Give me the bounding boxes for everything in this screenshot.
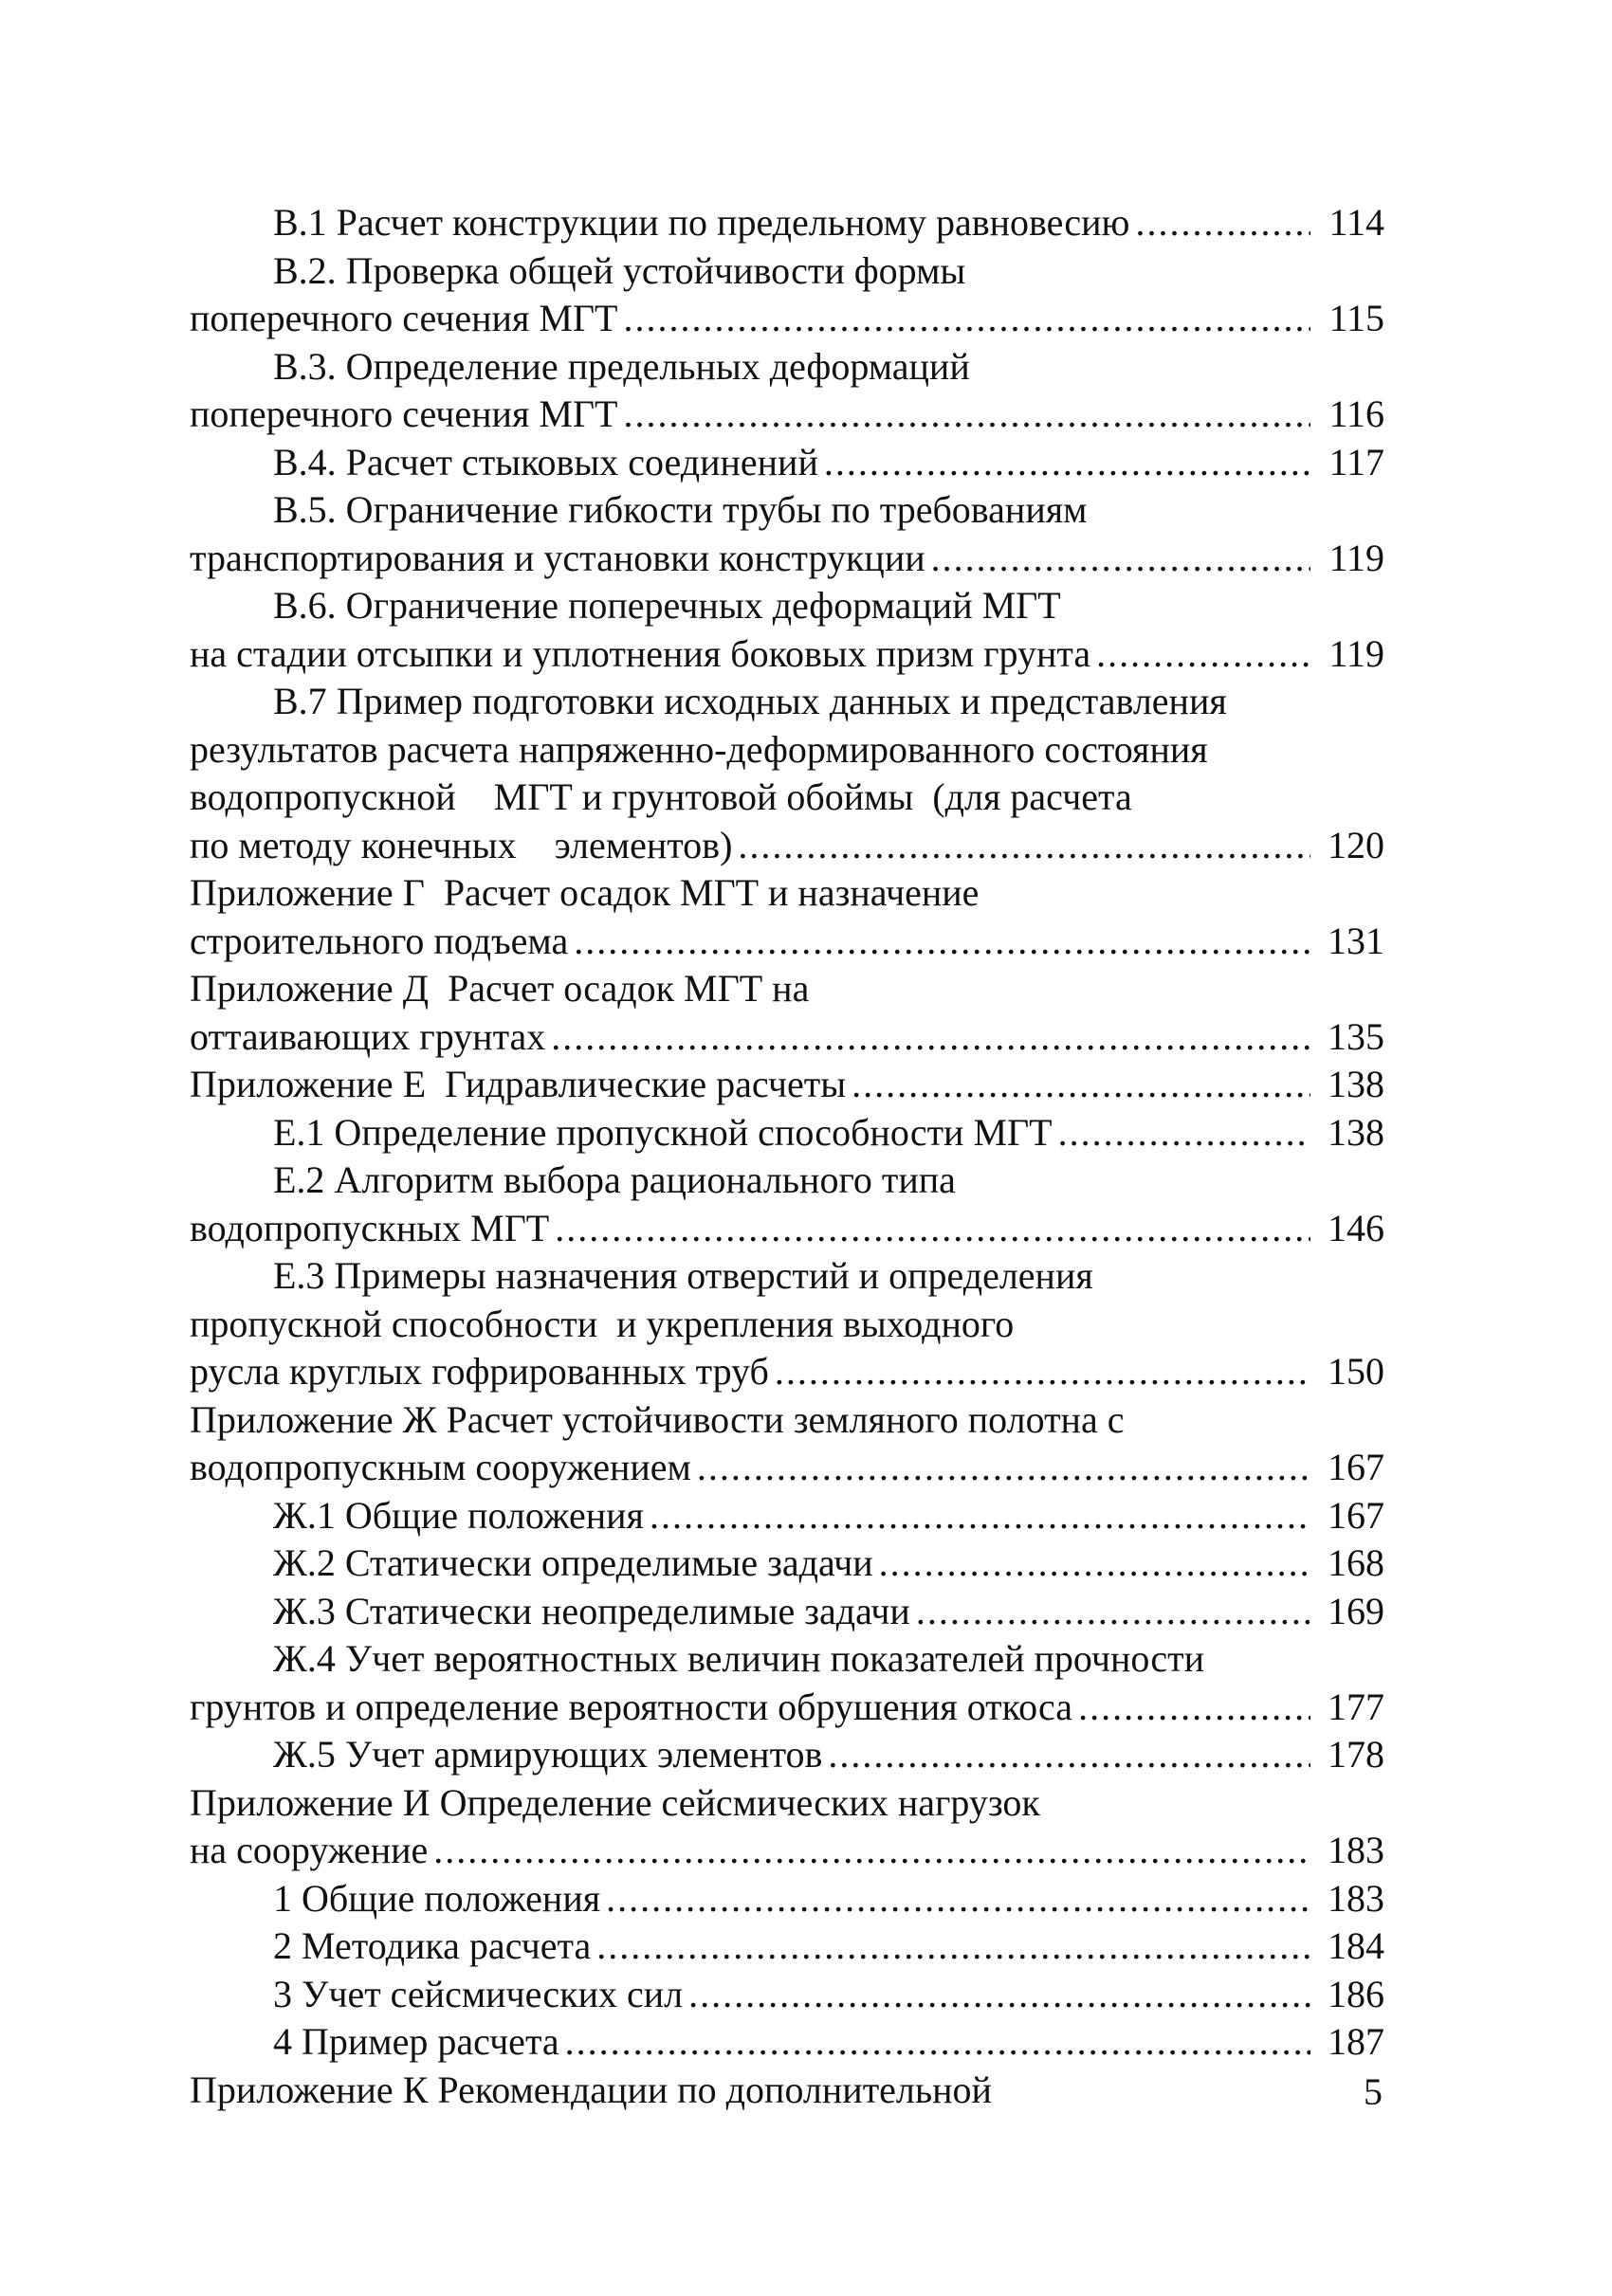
toc-entry-title: на сооружение [190,1829,429,1871]
toc-entry [190,1492,1384,1540]
toc-entry-page: 114 [1328,201,1384,244]
toc-entry [190,582,1384,630]
page-number: 5 [1364,2070,1383,2113]
toc-entry-page: 168 [1328,1541,1384,1584]
toc-entry [190,247,1384,296]
toc-entry [190,391,1384,439]
toc-entry [190,918,1384,966]
toc-entry-title: русла круглых гофрированных труб [190,1350,769,1393]
toc-entry-title: Е.1 Определение пропускной способности МГТ [273,1110,1053,1154]
toc-entry [190,535,1384,583]
toc-leader-dots [596,1922,1310,1971]
toc-entry [190,343,1384,392]
toc-entry-title: поперечного сечения МГТ [190,297,618,339]
toc-leader-dots [606,1875,1310,1923]
toc-entry-title: Приложение Ж Расчет устойчивости земляного полотна с [190,1397,1125,1441]
toc-entry [190,1444,1384,1492]
toc-entry-page: 138 [1328,1063,1384,1105]
toc-entry-title: Е.2 Алгоритм выбора рационального типа [273,1158,956,1201]
toc-entry [190,1157,1384,1205]
toc-entry-title: пропускной способности и укрепления выходного [190,1302,1015,1345]
toc-entry-title: Е.3 Примеры назначения отверстий и определения [273,1254,1093,1297]
table-of-contents [190,199,1384,2114]
toc-entry [190,726,1384,774]
toc-entry [190,199,1384,247]
toc-entry [190,1827,1384,1875]
toc-entry [190,1684,1384,1732]
toc-entry-title: оттаивающих грунтах [190,1014,546,1058]
toc-leader-dots [824,439,1310,487]
toc-entry [190,1061,1384,1109]
toc-entry-title: В.1 Расчет конструкции по предельному равновесию [273,201,1130,244]
toc-leader-dots [1096,630,1310,679]
toc-entry-title: Ж.2 Статически определимые задачи [273,1541,873,1584]
toc-leader-dots [650,1492,1310,1540]
toc-leader-dots [931,535,1310,583]
toc-entry-page: 115 [1328,297,1384,339]
toc-entry [190,1396,1384,1445]
toc-entry-title: Приложение Д Расчет осадок МГТ на [190,967,810,1010]
toc-entry-page: 177 [1328,1685,1384,1728]
toc-entry-page: 131 [1328,919,1384,962]
toc-entry [190,1875,1384,1923]
toc-entry [190,965,1384,1013]
toc-entry-title: результатов расчета напряженно-деформированного состояния [190,727,1208,771]
toc-entry [190,1635,1384,1684]
toc-leader-dots [1058,1109,1310,1157]
toc-entry [190,439,1384,487]
toc-entry-title: Ж.4 Учет вероятностных величин показателей прочности [273,1637,1205,1680]
toc-entry-title: В.2. Проверка общей устойчивости формы [273,248,966,292]
toc-entry [190,1348,1384,1396]
toc-entry-title: 4 Пример расчета [273,2020,559,2063]
toc-entry-title: транспортирования и установки конструкции [190,536,925,579]
toc-entry [190,1779,1384,1828]
toc-entry [190,2067,1384,2115]
toc-entry-title: по методу конечных элементов) [190,823,733,866]
toc-leader-dots [775,1348,1310,1396]
toc-entry-title: водопропускных МГТ [190,1206,550,1249]
toc-entry-page: 146 [1328,1206,1384,1249]
toc-entry [190,1109,1384,1157]
toc-entry-page: 119 [1328,536,1384,579]
toc-entry-page: 150 [1328,1350,1384,1393]
toc-entry-title: грунтов и определение вероятности обрушения откоса [190,1685,1073,1728]
toc-leader-dots [623,295,1310,343]
toc-entry-title: Приложение И Определение сейсмических нагрузок [190,1780,1040,1824]
toc-entry-page: 186 [1328,1972,1384,2015]
toc-entry-title: Ж.1 Общие положения [273,1493,644,1537]
toc-entry [190,774,1384,822]
toc-leader-dots [738,822,1310,870]
toc-entry-page: 183 [1328,1829,1384,1871]
toc-entry [190,678,1384,726]
toc-entry [190,1922,1384,1971]
toc-entry-title: Ж.5 Учет армирующих элементов [273,1733,823,1776]
toc-entry-title: Приложение Е Гидравлические расчеты [190,1063,847,1105]
toc-leader-dots [1135,199,1310,247]
toc-leader-dots [1078,1684,1310,1732]
toc-entry [190,2018,1384,2067]
toc-entry-title: водопропускным сооружением [190,1446,691,1488]
toc-entry-title: Ж.3 Статически неопределимые задачи [273,1589,910,1632]
toc-leader-dots [879,1540,1310,1588]
toc-leader-dots [828,1731,1310,1779]
toc-entry-title: В.7 Пример подготовки исходных данных и представления [273,680,1227,722]
toc-entry-title: Приложение К Рекомендации по дополнительной [190,2068,992,2111]
toc-entry-title: водопропускной МГТ и грунтовой обоймы (для расчета [190,775,1132,818]
toc-entry-title: поперечного сечения МГТ [190,392,618,435]
toc-entry-title: 2 Методика расчета [273,1924,592,1967]
toc-entry [190,486,1384,535]
toc-entry-title: на стадии отсыпки и уплотнения боковых призм грунта [190,631,1091,675]
toc-entry-title: В.4. Расчет стыковых соединений [273,440,818,483]
toc-leader-dots [433,1827,1310,1875]
toc-entry-title: 1 Общие положения [273,1876,601,1920]
toc-entry [190,869,1384,918]
toc-entry-title: 3 Учет сейсмических сил [273,1972,684,2015]
toc-leader-dots [916,1588,1310,1636]
toc-entry [190,630,1384,679]
toc-entry-title: В.5. Ограничение гибкости трубы по требованиям [273,488,1088,531]
toc-entry-page: 117 [1328,440,1384,483]
toc-entry-title: Приложение Г Расчет осадок МГТ и назначение [190,871,980,914]
toc-entry-page: 138 [1328,1110,1384,1154]
toc-entry-page: 184 [1328,1924,1384,1967]
toc-entry-title: строительного подъема [190,919,569,962]
toc-entry [190,1252,1384,1301]
toc-leader-dots [697,1444,1310,1492]
toc-entry-page: 178 [1328,1733,1384,1776]
toc-entry [190,1971,1384,2019]
toc-entry-title: В.3. Определение предельных деформаций [273,344,970,388]
toc-entry-page: 169 [1328,1589,1384,1632]
toc-leader-dots [555,1205,1310,1253]
toc-leader-dots [688,1971,1310,2019]
toc-entry [190,1588,1384,1636]
toc-entry [190,1731,1384,1779]
toc-leader-dots [551,1013,1310,1062]
toc-entry-page: 167 [1328,1493,1384,1537]
toc-entry-page: 183 [1328,1876,1384,1920]
toc-entry-page: 116 [1328,392,1384,435]
toc-entry-page: 135 [1328,1014,1384,1058]
toc-entry [190,1540,1384,1588]
toc-leader-dots [565,2018,1310,2067]
toc-entry-page: 167 [1328,1446,1384,1488]
toc-entry-page: 120 [1328,823,1384,866]
toc-entry-page: 119 [1328,631,1384,675]
toc-entry [190,822,1384,870]
toc-leader-dots [623,391,1310,439]
toc-entry [190,295,1384,343]
toc-entry [190,1013,1384,1062]
toc-entry-title: В.6. Ограничение поперечных деформаций МГТ [273,584,1061,627]
toc-entry-page: 187 [1328,2020,1384,2063]
toc-leader-dots [852,1061,1310,1109]
toc-leader-dots [574,918,1310,966]
toc-entry [190,1205,1384,1253]
toc-entry [190,1301,1384,1349]
